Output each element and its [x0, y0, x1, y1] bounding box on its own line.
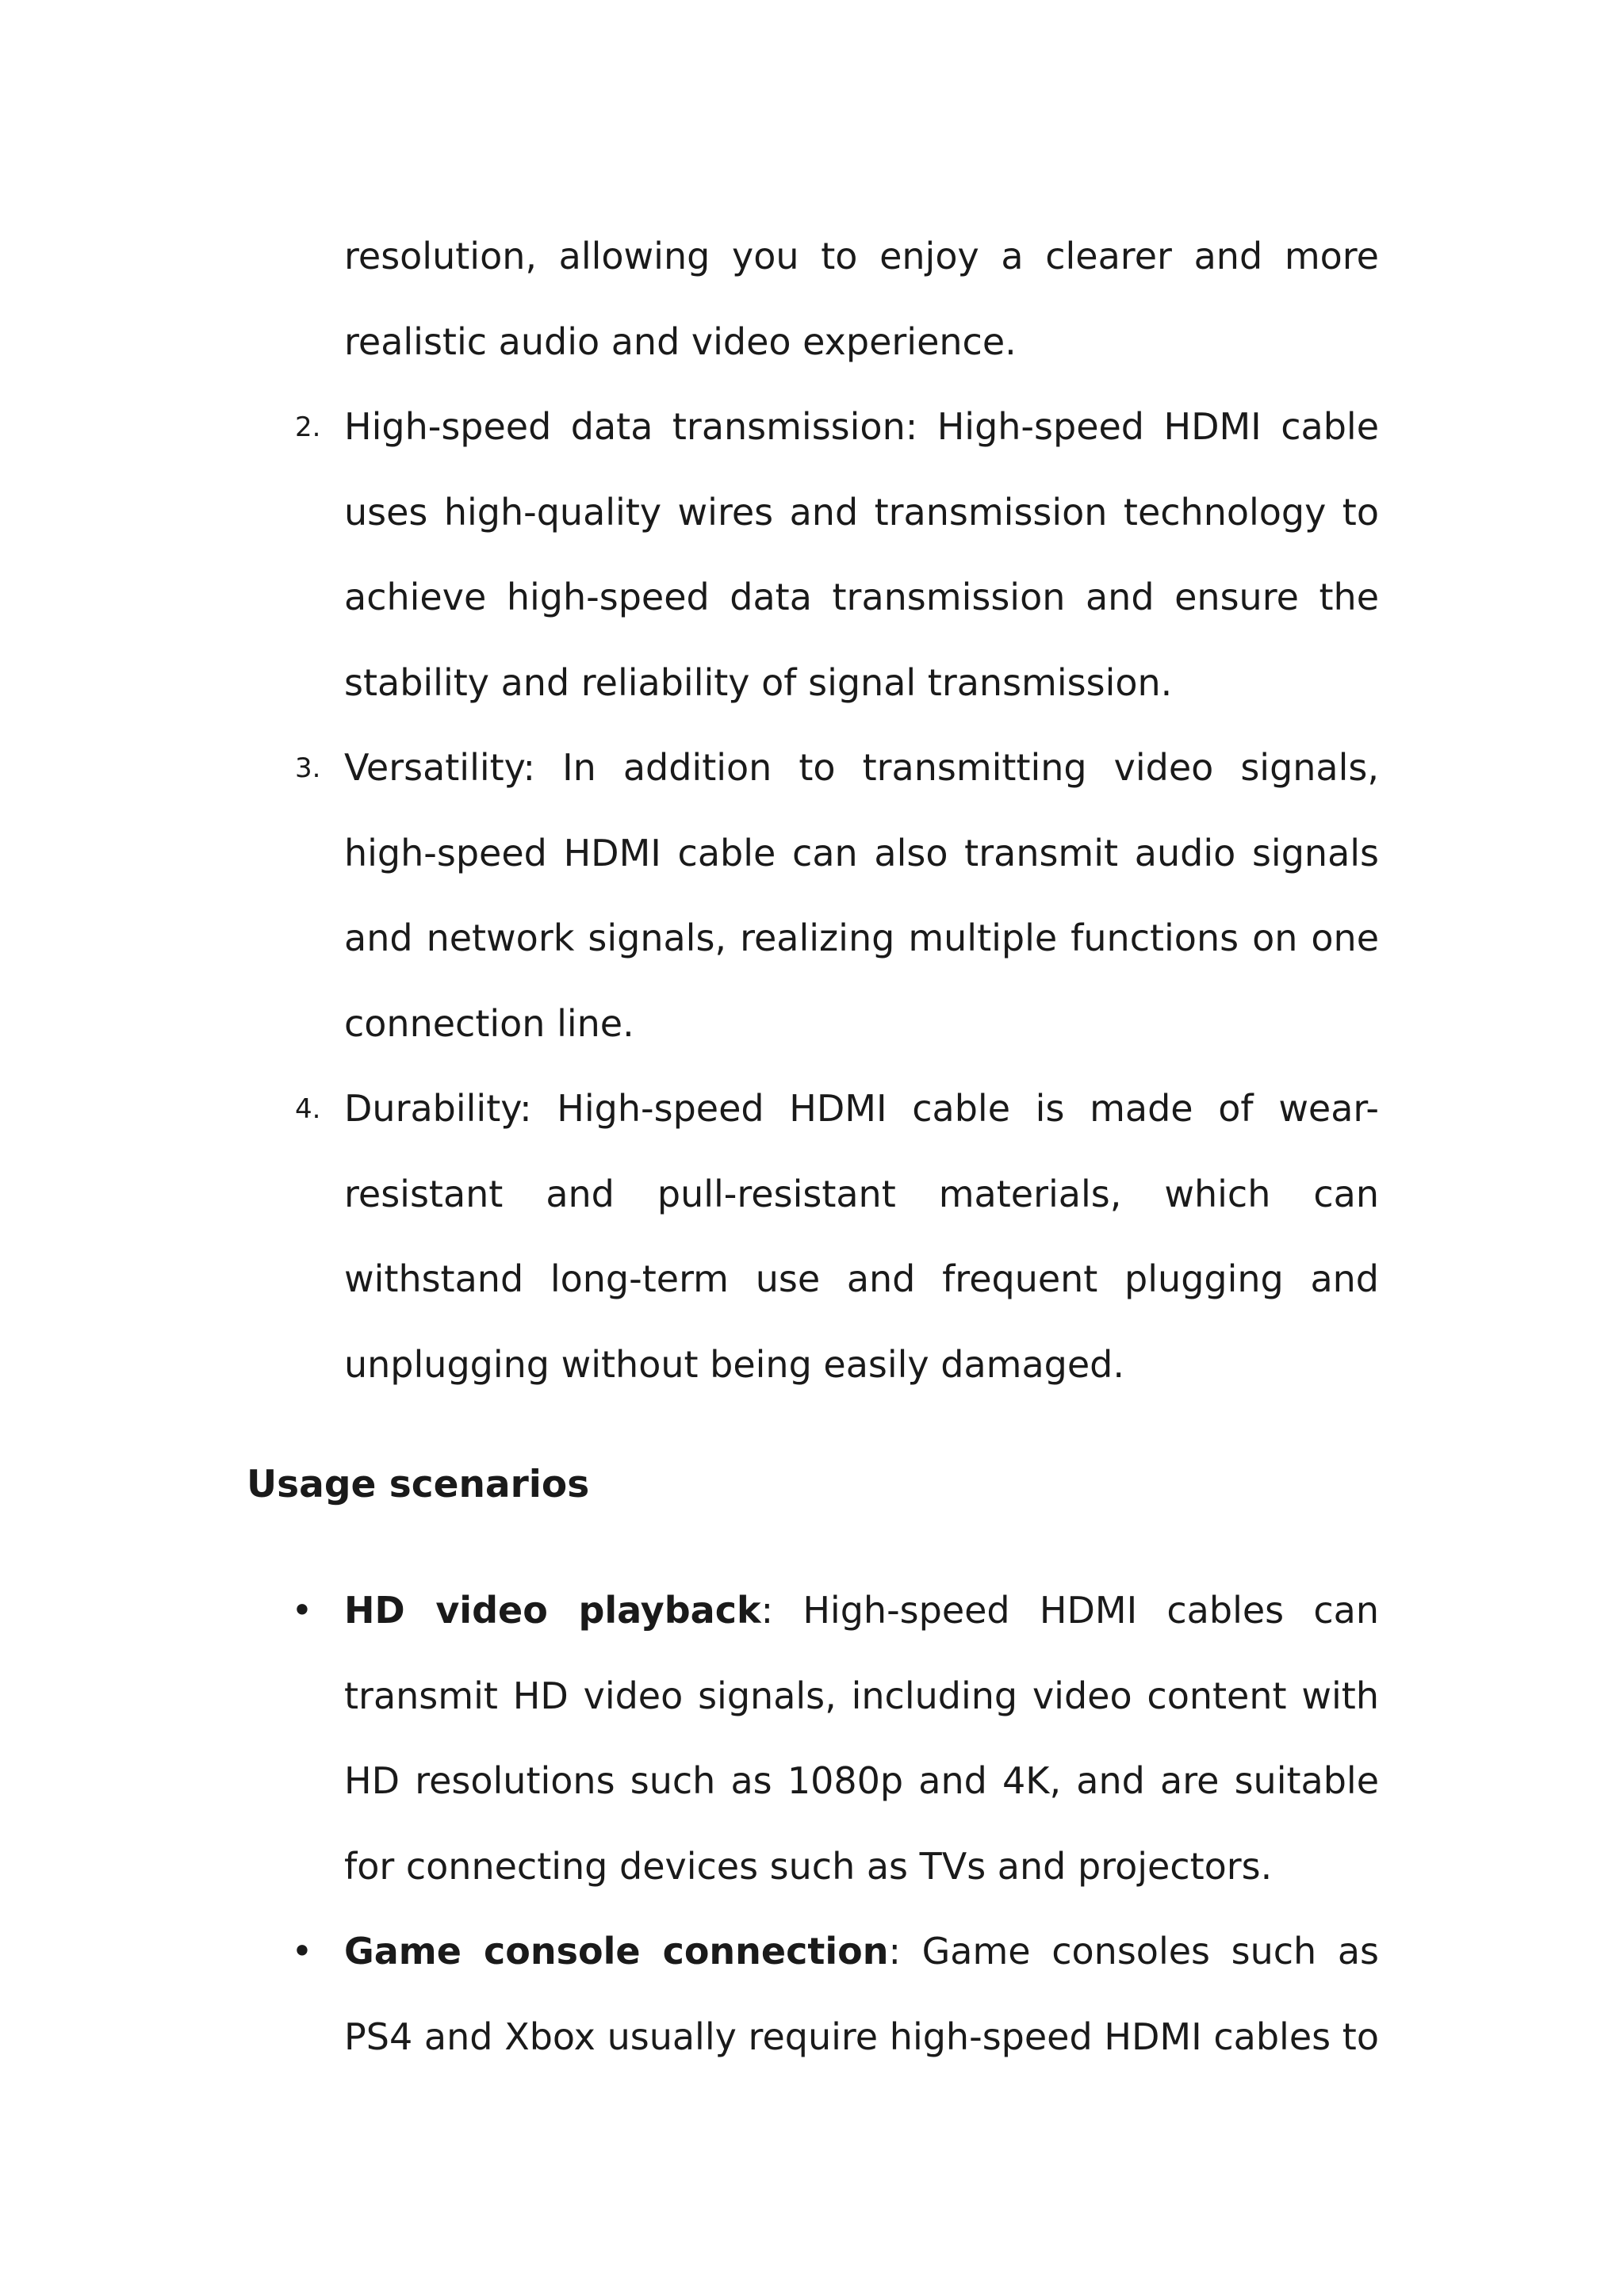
list-number-3: 3. [295, 752, 321, 784]
list-item-durability [344, 1066, 1379, 1407]
bullet-1: • [291, 1589, 313, 1632]
list-number-2: 2. [295, 411, 321, 443]
usage-item-title: HD video playback [344, 1589, 761, 1632]
list-number-4: 4. [295, 1093, 321, 1125]
usage-item-hd-video [344, 1568, 1379, 1909]
list-item-data-transmission [344, 385, 1379, 725]
continuation-text: resolution, allowing you to enjoy a clearer and more realistic audio and video experience. [344, 235, 1379, 363]
list-item-text: High-speed data transmission: High-speed HDMI cable uses high-quality wires and transmission technology to achieve high-speed data transmission and ensure the stability and reliability of signal transmission. [344, 405, 1379, 704]
list-item-versatility [344, 725, 1379, 1066]
list-item-text: Durability: High-speed HDMI cable is made of wear-resistant and pull-resistant materials, which can withstand long-term use and frequent plugging and unplugging without being easily damaged. [344, 1087, 1379, 1386]
usage-item-text: : Game consoles such as PS4 and Xbox usually require high-speed HDMI cables to [344, 1930, 1379, 2058]
continuation-paragraph [344, 214, 1379, 385]
bullet-2: • [291, 1930, 313, 1973]
usage-item-title: Game console connection [344, 1930, 889, 1973]
usage-item-text: : High-speed HDMI cables can transmit HD video signals, including video content with HD resolutions such as 1080p and 4K, and are suitable for connecting devices such as TVs and projectors. [344, 1589, 1380, 1888]
usage-item-game-console [344, 1909, 1379, 2080]
list-item-text: Versatility: In addition to transmitting video signals, high-speed HDMI cable can also transmit audio signals and network signals, realizing multiple functions on one connection line. [344, 746, 1379, 1045]
section-heading: Usage scenarios [247, 1463, 590, 1506]
